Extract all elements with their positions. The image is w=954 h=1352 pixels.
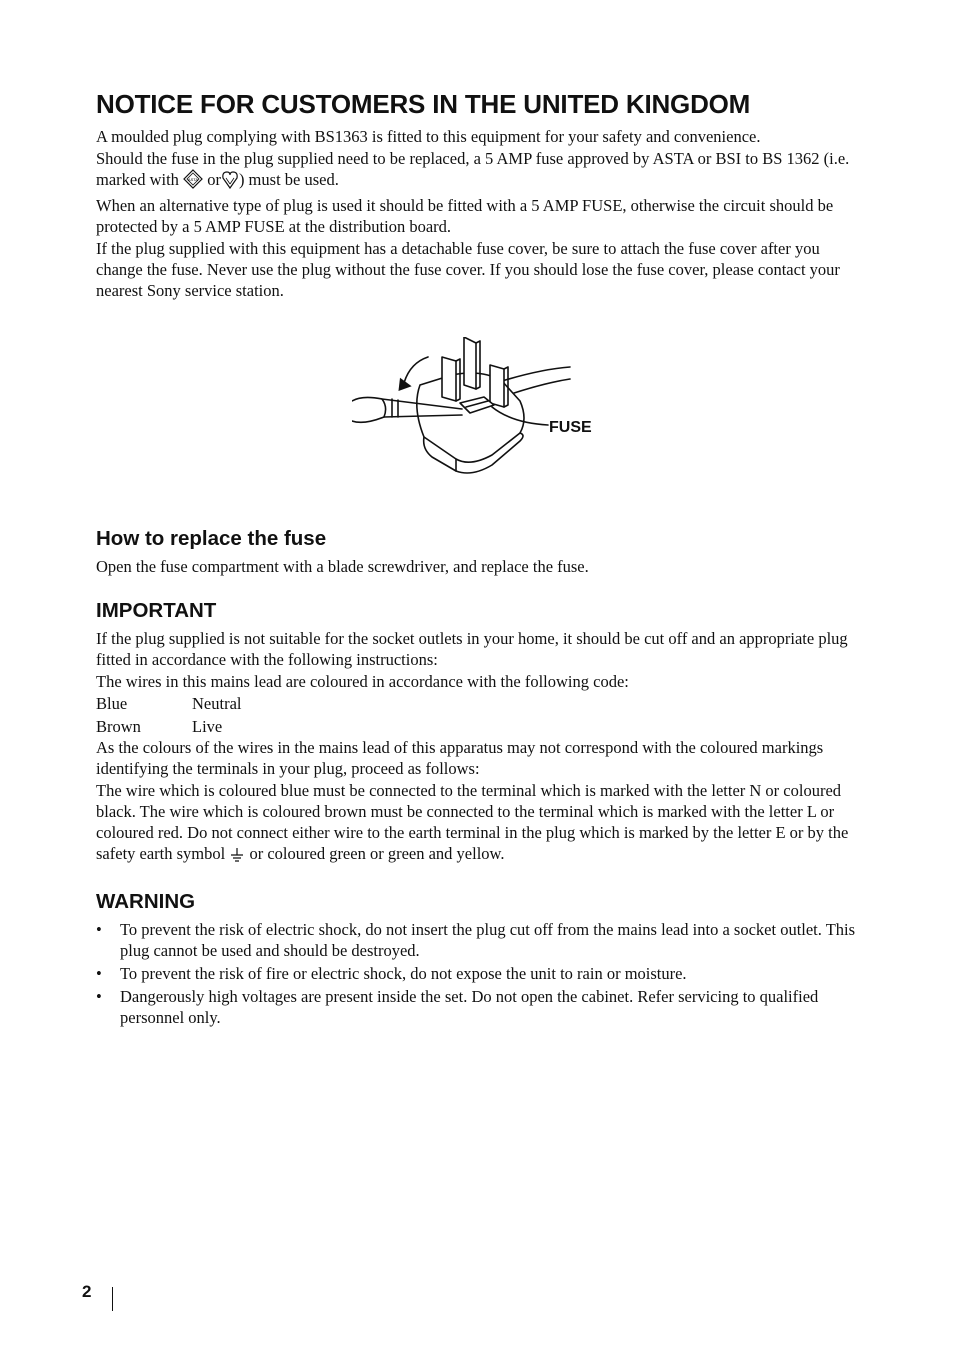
important-paragraph-3: As the colours of the wires in the mains lead of this apparatus may not correspond with the coloured markings identifying the terminals in your plug, proceed as follows:: [96, 738, 824, 778]
important-heading: IMPORTANT: [96, 599, 217, 622]
replace-fuse-text: Open the fuse compartment with a blade screwdriver, and replace the fuse.: [96, 557, 589, 576]
wire-code-row: [96, 693, 858, 714]
plug-fuse-illustration: [96, 337, 858, 497]
list-item: • Dangerously high voltages are present inside the set. Do not open the cabinet. Refer servicing to qualified personnel only.: [96, 986, 858, 1028]
page-number: 2: [82, 1282, 92, 1301]
list-item: • To prevent the risk of electric shock, do not insert the plug cut off from the mains lead into a socket outlet. This plug cannot be used and should be destroyed.: [96, 919, 858, 961]
footer-divider: [112, 1287, 113, 1311]
intro-paragraph-3: When an alternative type of plug is used it should be fitted with a 5 AMP FUSE, otherwise the circuit should be protected by a 5 AMP FUSE at the distribution board.: [96, 196, 834, 236]
wire-colour: Blue: [96, 694, 128, 713]
important-paragraph-4-end: or coloured green or green and yellow.: [249, 844, 505, 863]
replace-fuse-heading: How to replace the fuse: [96, 527, 327, 550]
replace-fuse-section: [96, 527, 858, 577]
intro-paragraph-4: If the plug supplied with this equipment has a detachable fuse cover, be sure to attach the fuse cover after you change the fuse. Never use the plug without the fuse cover. If you should lose the fuse cover, please contact your nearest Sony service station.: [96, 239, 840, 300]
plug-drawing: [352, 337, 612, 497]
wire-code-row: [96, 716, 858, 737]
wire-meaning: Live: [192, 717, 223, 736]
warning-section: [96, 890, 858, 1028]
intro-section: [96, 126, 858, 301]
list-item: • To prevent the risk of fire or electric shock, do not expose the unit to rain or moisture.: [96, 963, 858, 984]
important-paragraph-4-start: The wire which is coloured blue must be connected to the terminal which is marked with the letter N or coloured black. The wire which is coloured brown must be connected to the terminal which is marked with the letter L or coloured red. Do not connect either wire to the earth terminal in the plug which is marked by the letter E or by the safety earth symbol: [96, 781, 849, 863]
intro-paragraph-2-end: ) must be used.: [238, 170, 339, 189]
warning-list: [96, 919, 858, 1028]
important-paragraph-4: [96, 780, 858, 868]
fuse-label: FUSE: [549, 419, 592, 436]
intro-paragraph-1: A moulded plug complying with BS1363 is fitted to this equipment for your safety and convenience.: [96, 127, 761, 146]
wire-colour: Brown: [96, 717, 141, 736]
earth-symbol-icon: [229, 847, 245, 868]
asta-mark-icon: [183, 169, 203, 194]
wire-meaning: Neutral: [192, 694, 242, 713]
document-page: [96, 88, 858, 1030]
important-section: [96, 599, 858, 868]
intro-paragraph-2-start: Should the fuse in the plug supplied need to be replaced, a 5 AMP fuse approved by ASTA or BSI to BS 1362 (i.e. marked with: [96, 149, 850, 189]
important-paragraph-2: The wires in this mains lead are coloured in accordance with the following code:: [96, 672, 629, 691]
important-paragraph-1: If the plug supplied is not suitable for the socket outlets in your home, it should be cut off and an appropriate plug fitted in accordance with the following instructions:: [96, 629, 848, 669]
intro-paragraph-2-or: or: [207, 170, 221, 189]
warning-heading: WARNING: [96, 890, 196, 913]
page-title: NOTICE FOR CUSTOMERS IN THE UNITED KINGDOM: [96, 89, 751, 119]
svg-text:ASTA: ASTA: [187, 177, 199, 182]
bsi-kitemark-icon: [221, 169, 239, 194]
intro-paragraph-2: [96, 148, 858, 194]
